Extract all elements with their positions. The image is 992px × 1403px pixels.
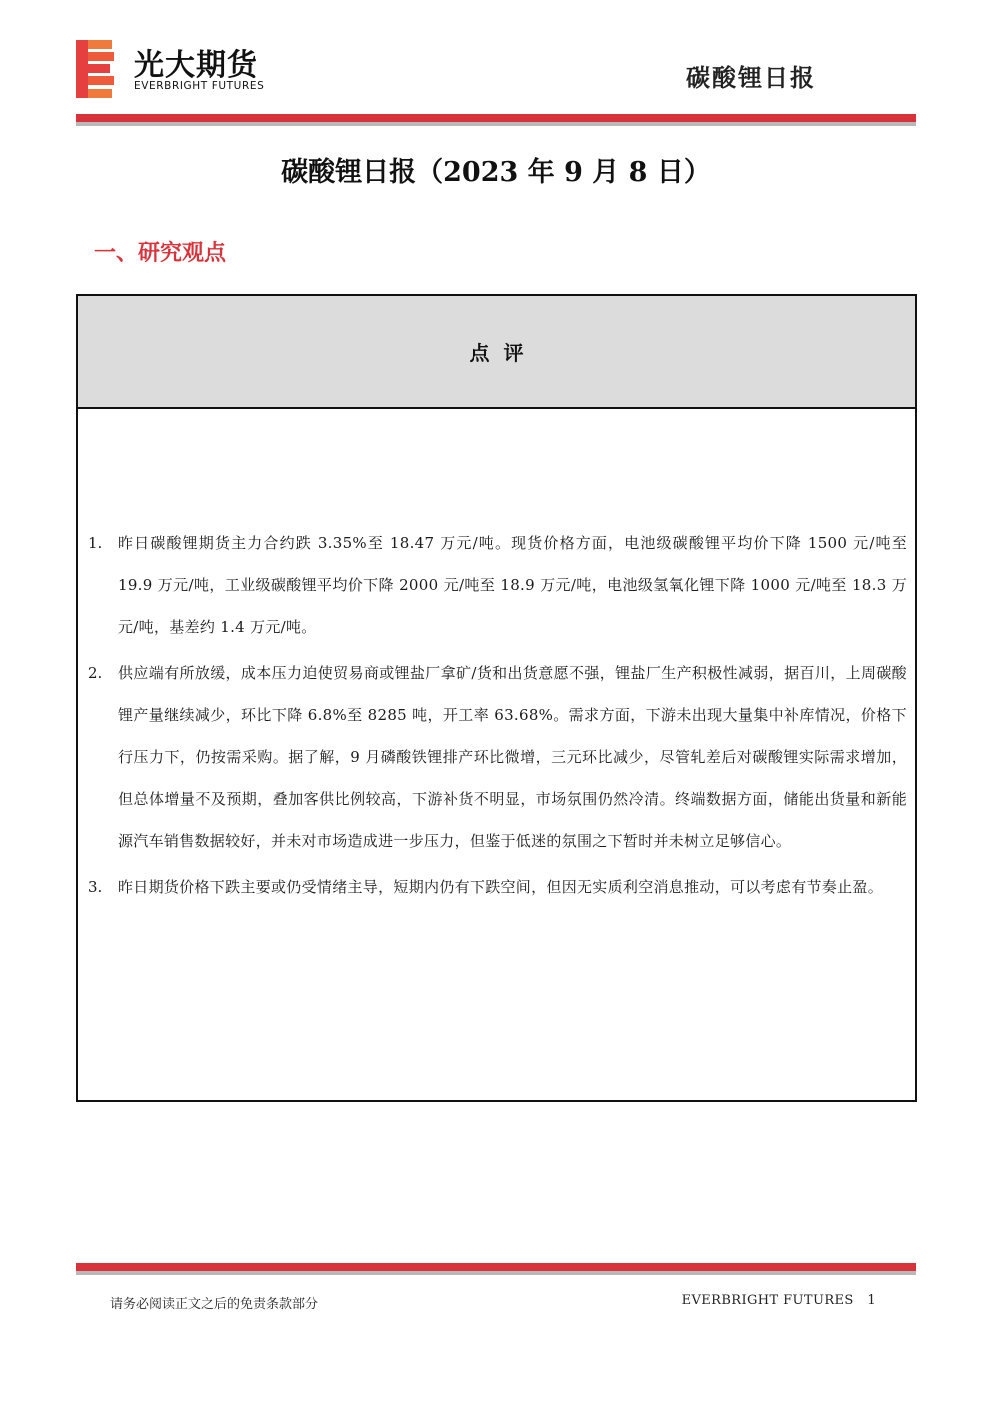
list-item-number: 2. (88, 664, 103, 682)
list-item-text: 昨日碳酸锂期货主力合约跌 3.35%至 18.47 万元/吨。现货价格方面，电池级碳酸锂平均价下降 1500 元/吨至 19.9 万元/吨，工业级碳酸锂平均价下降 2000 元/吨至 18.9 万元/吨，电池级氢氧化锂下降 1000 元/吨至 18.3 万元/吨，基差约 1.4 万元/吨。 (118, 534, 907, 636)
commentary-header-label: 点评 (469, 341, 538, 365)
everbright-logo-icon (76, 40, 116, 98)
commentary-header (78, 296, 915, 409)
page-header (76, 38, 916, 104)
list-item (78, 522, 915, 648)
brand-name-en: EVERBRIGHT FUTURES (134, 80, 265, 92)
list-item (78, 652, 915, 862)
list-item-text: 供应端有所放缓，成本压力迫使贸易商或锂盐厂拿矿/货和出货意愿不强，锂盐厂生产积极性减弱，据百川，上周碳酸锂产量继续减少，环比下降 6.8%至 8285 吨，开工率 63.68%。需求方面，下游未出现大量集中补库情况，价格下行压力下，仍按需采购。据了解，9 月磷酸铁锂排产环比微增，三元环比减少，尽管轧差后对碳酸锂实际需求增加，但总体增量不及预期，叠加客供比例较高，下游补货不明显，市场氛围仍然冷清。终端数据方面，储能出货量和新能源汽车销售数据较好，并未对市场造成进一步压力，但鉴于低迷的氛围之下暂时并未树立足够信心。 (118, 664, 907, 850)
commentary-list (78, 522, 915, 912)
footer-disclaimer: 请务必阅读正文之后的免责条款部分 (110, 1297, 319, 1312)
footer-brand-page (682, 1293, 876, 1308)
commentary-box (76, 294, 917, 1102)
header-report-name: 碳酸锂日报 (686, 63, 816, 92)
header-divider (76, 114, 916, 126)
list-item-number: 3. (88, 878, 103, 896)
page-number: 1 (867, 1293, 876, 1308)
footer-divider (76, 1263, 916, 1275)
list-item-text: 昨日期货价格下跌主要或仍受情绪主导，短期内仍有下跌空间，但因无实质利空消息推动，可以考虑有节奏止盈。 (118, 878, 884, 896)
footer-brand: EVERBRIGHT FUTURES (681, 1293, 854, 1308)
document-title: 碳酸锂日报（2023 年 9 月 8 日） (281, 157, 711, 188)
section-heading: 一、研究观点 (94, 240, 227, 266)
list-item-number: 1. (88, 534, 103, 552)
brand-name-cn: 光大期货 (134, 48, 258, 83)
list-item (78, 866, 915, 908)
